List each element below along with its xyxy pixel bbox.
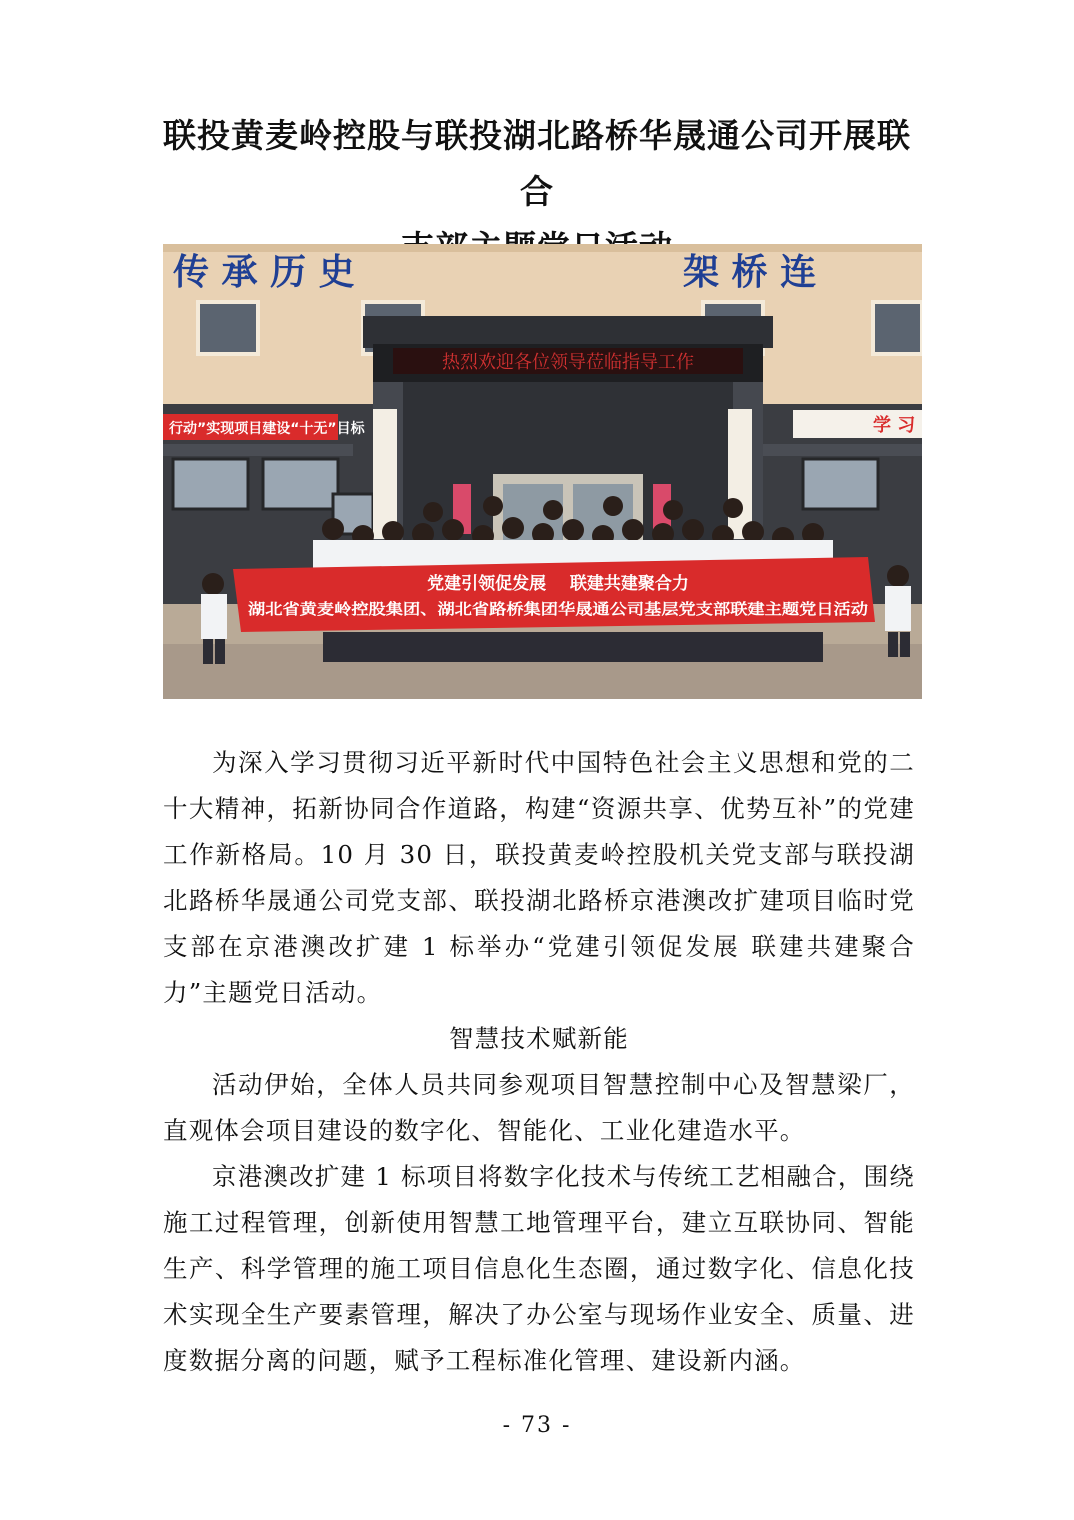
section-subtitle: 智慧技术赋新能 (449, 1024, 629, 1053)
article-body (163, 740, 915, 1384)
banner-line-1: 党建引领促发展 联建共建聚合力 (427, 574, 689, 594)
page-number: - 73 - (502, 1413, 572, 1438)
wall-slogan-left: 传 承 历 史 (173, 251, 355, 293)
group-photo (163, 244, 922, 699)
wall-slogan-right: 架 桥 连 (683, 251, 817, 293)
paragraph-intro: 为深入学习贯彻习近平新时代中国特色社会主义思想和党的二十大精神，拓新协同合作道路，构建“资源共享、优势互补”的党建工作新格局。10 月 30 日，联投黄麦岭控股机关党支部与联投湖北路桥华晟通公司党支部、联投湖北路桥京港澳改扩建项目临时党支部在京港澳改扩建 1 标举办“党建引领促发展 联建共建聚合力”主题党日活动。 (163, 748, 915, 1007)
sign-left: 行动”实现项目建设“十无”目标 (169, 421, 365, 437)
title-line-1: 联投黄麦岭控股与联投湖北路桥华晟通公司开展联合 (163, 116, 911, 211)
banner-line-2: 湖北省黄麦岭控股集团、湖北省路桥集团华晟通公司基层党支部联建主题党日活动 (248, 600, 868, 618)
paragraph-digital: 京港澳改扩建 1 标项目将数字化技术与传统工艺相融合，围绕施工过程管理，创新使用智慧工地管理平台，建立互联协同、智能生产、科学管理的施工项目信息化生态圈，通过数字化、信息化技术实现全生产要素管理，解决了办公室与现场作业安全、质量、进度数据分离的问题，赋予工程标准化管理、建设新内涵。 (163, 1162, 915, 1375)
led-sign: 热烈欢迎各位领导莅临指导工作 (442, 352, 694, 373)
sign-right: 学 习 (873, 415, 916, 436)
paragraph-visit: 活动伊始，全体人员共同参观项目智慧控制中心及智慧梁厂，直观体会项目建设的数字化、智能化、工业化建造水平。 (163, 1070, 915, 1145)
